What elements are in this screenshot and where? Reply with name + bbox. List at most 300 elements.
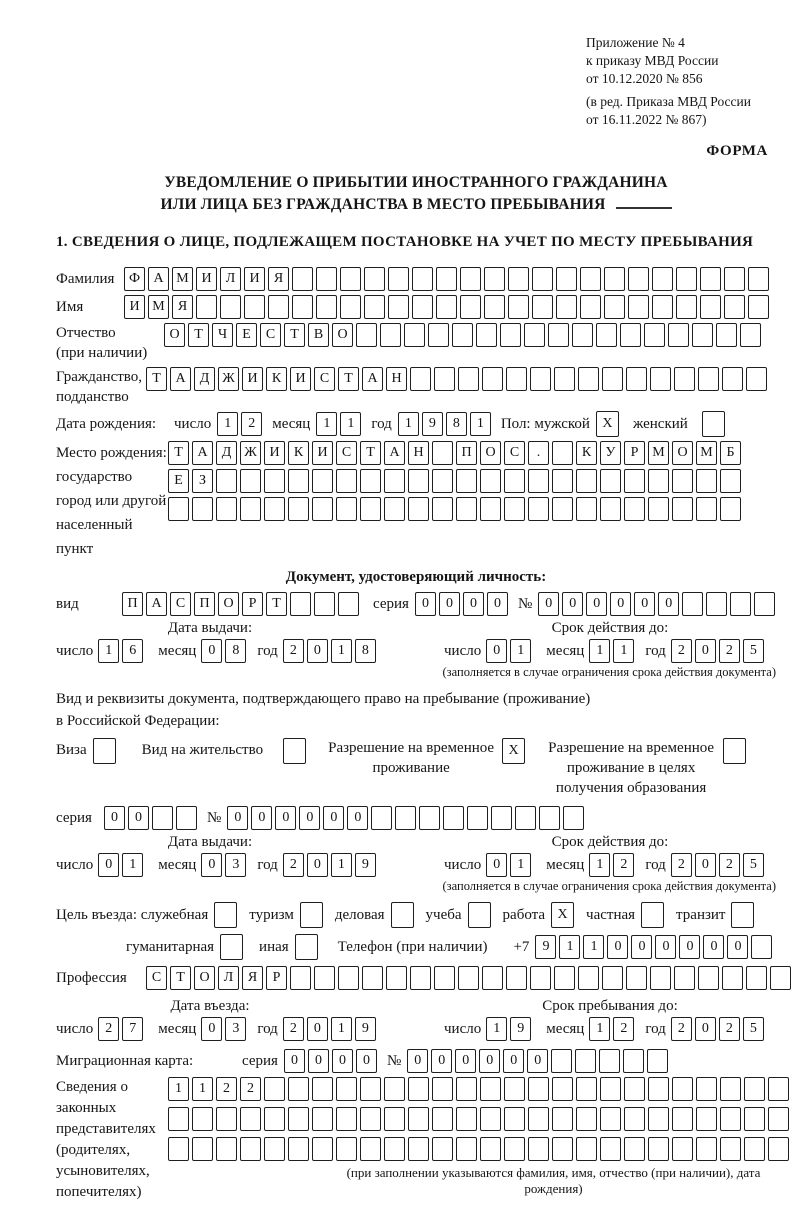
birthplace-cell[interactable]: А: [384, 441, 405, 465]
birthplace-cell[interactable]: Т: [168, 441, 189, 465]
surname-cell[interactable]: [580, 267, 601, 291]
representative-cell[interactable]: [648, 1107, 669, 1131]
representative-cell[interactable]: [336, 1137, 357, 1161]
representative-cell[interactable]: [528, 1077, 549, 1101]
patronymic-cell[interactable]: [380, 323, 401, 347]
stay-number-cell[interactable]: 0: [347, 806, 368, 830]
stay-issue-day-cell[interactable]: 0: [98, 853, 119, 877]
birthplace-cell[interactable]: [600, 469, 621, 493]
entry-year-cell[interactable]: 0: [307, 1017, 328, 1041]
surname-cell[interactable]: [436, 267, 457, 291]
patronymic-cell[interactable]: [716, 323, 737, 347]
surname-cell[interactable]: [532, 267, 553, 291]
expiry-month-cell[interactable]: 1: [613, 639, 634, 663]
surname-cell[interactable]: [484, 267, 505, 291]
representative-cell[interactable]: [432, 1077, 453, 1101]
birthplace-cell[interactable]: Н: [408, 441, 429, 465]
stay-issue-day-cell[interactable]: 1: [122, 853, 143, 877]
representative-cell[interactable]: [480, 1077, 501, 1101]
firstname-cell[interactable]: [532, 295, 553, 319]
representative-cell[interactable]: [768, 1077, 789, 1101]
representative-cell[interactable]: 1: [168, 1077, 189, 1101]
issue-day-cell[interactable]: 1: [98, 639, 119, 663]
sex-male-box[interactable]: X: [596, 411, 619, 437]
mc-number-cell[interactable]: 0: [527, 1049, 548, 1073]
surname-cell[interactable]: [604, 267, 625, 291]
birthplace-cell[interactable]: [192, 497, 213, 521]
representative-cell[interactable]: [192, 1107, 213, 1131]
stay-until-day-cell[interactable]: 9: [510, 1017, 531, 1041]
doc-kind-cell[interactable]: О: [218, 592, 239, 616]
issue-year-cell[interactable]: 8: [355, 639, 376, 663]
temp-residence-edu-box[interactable]: [723, 738, 746, 764]
birthplace-cell[interactable]: [720, 469, 741, 493]
entry-year-cell[interactable]: 2: [283, 1017, 304, 1041]
birthplace-cell[interactable]: [528, 469, 549, 493]
firstname-cell[interactable]: [244, 295, 265, 319]
expiry-year-cell[interactable]: 0: [695, 639, 716, 663]
representative-cell[interactable]: [576, 1077, 597, 1101]
birth-day-cell[interactable]: 1: [217, 412, 238, 436]
profession-cell[interactable]: [290, 966, 311, 990]
birthplace-cell[interactable]: [312, 469, 333, 493]
patronymic-cell[interactable]: Т: [284, 323, 305, 347]
phone-cell[interactable]: 0: [631, 935, 652, 959]
surname-cell[interactable]: [412, 267, 433, 291]
surname-cell[interactable]: [388, 267, 409, 291]
patronymic-cell[interactable]: [668, 323, 689, 347]
birthplace-cell[interactable]: [336, 469, 357, 493]
stay-issue-month-cell[interactable]: 3: [225, 853, 246, 877]
birthplace-cell[interactable]: Т: [360, 441, 381, 465]
surname-cell[interactable]: И: [196, 267, 217, 291]
surname-cell[interactable]: [700, 267, 721, 291]
firstname-cell[interactable]: [388, 295, 409, 319]
patronymic-cell[interactable]: [452, 323, 473, 347]
stay-expiry-month-cell[interactable]: 1: [589, 853, 610, 877]
birthplace-cell[interactable]: Б: [720, 441, 741, 465]
doc-series-cell[interactable]: 0: [415, 592, 436, 616]
phone-cell[interactable]: 9: [535, 935, 556, 959]
representative-cell[interactable]: [576, 1107, 597, 1131]
surname-cell[interactable]: [748, 267, 769, 291]
surname-cell[interactable]: [364, 267, 385, 291]
representative-cell[interactable]: [696, 1137, 717, 1161]
mc-number-cell[interactable]: 0: [503, 1049, 524, 1073]
profession-cell[interactable]: [650, 966, 671, 990]
birthplace-cell[interactable]: [624, 497, 645, 521]
birthplace-cell[interactable]: [504, 497, 525, 521]
birthplace-cell[interactable]: М: [648, 441, 669, 465]
firstname-cell[interactable]: [292, 295, 313, 319]
doc-kind-cell[interactable]: [314, 592, 335, 616]
representative-cell[interactable]: [528, 1107, 549, 1131]
representative-cell[interactable]: [360, 1137, 381, 1161]
firstname-cell[interactable]: [700, 295, 721, 319]
birthplace-cell[interactable]: [576, 469, 597, 493]
doc-number-cell[interactable]: [682, 592, 703, 616]
phone-cell[interactable]: 0: [679, 935, 700, 959]
firstname-cell[interactable]: [196, 295, 217, 319]
surname-cell[interactable]: [628, 267, 649, 291]
birthplace-cell[interactable]: [240, 497, 261, 521]
birth-month-cell[interactable]: 1: [316, 412, 337, 436]
doc-kind-cell[interactable]: Т: [266, 592, 287, 616]
stay-issue-year-cell[interactable]: 9: [355, 853, 376, 877]
birthplace-cell[interactable]: [240, 469, 261, 493]
phone-cell[interactable]: [751, 935, 772, 959]
firstname-cell[interactable]: [364, 295, 385, 319]
entry-month-cell[interactable]: 0: [201, 1017, 222, 1041]
profession-cell[interactable]: [410, 966, 431, 990]
patronymic-cell[interactable]: [500, 323, 521, 347]
birthplace-cell[interactable]: М: [696, 441, 717, 465]
stay-until-year-cell[interactable]: 2: [671, 1017, 692, 1041]
stay-series-cell[interactable]: [152, 806, 173, 830]
stay-series-cell[interactable]: 0: [128, 806, 149, 830]
profession-cell[interactable]: С: [146, 966, 167, 990]
representative-cell[interactable]: [312, 1107, 333, 1131]
representative-cell[interactable]: [480, 1107, 501, 1131]
stay-number-cell[interactable]: [419, 806, 440, 830]
citizenship-cell[interactable]: [602, 367, 623, 391]
representative-cell[interactable]: [456, 1137, 477, 1161]
mc-series-cell[interactable]: 0: [284, 1049, 305, 1073]
representative-cell[interactable]: [768, 1137, 789, 1161]
doc-number-cell[interactable]: 0: [538, 592, 559, 616]
birthplace-cell[interactable]: Ж: [240, 441, 261, 465]
stay-number-cell[interactable]: [395, 806, 416, 830]
birthplace-cell[interactable]: [312, 497, 333, 521]
stay-series-cell[interactable]: [176, 806, 197, 830]
representative-cell[interactable]: [624, 1107, 645, 1131]
profession-cell[interactable]: [338, 966, 359, 990]
firstname-cell[interactable]: [676, 295, 697, 319]
expiry-year-cell[interactable]: 2: [719, 639, 740, 663]
birth-year-cell[interactable]: 1: [470, 412, 491, 436]
birthplace-cell[interactable]: .: [528, 441, 549, 465]
issue-year-cell[interactable]: 0: [307, 639, 328, 663]
citizenship-cell[interactable]: [506, 367, 527, 391]
profession-cell[interactable]: Л: [218, 966, 239, 990]
citizenship-cell[interactable]: [626, 367, 647, 391]
mc-series-cell[interactable]: 0: [332, 1049, 353, 1073]
patronymic-cell[interactable]: [692, 323, 713, 347]
entry-month-cell[interactable]: 3: [225, 1017, 246, 1041]
birthplace-cell[interactable]: [432, 469, 453, 493]
issue-month-cell[interactable]: 0: [201, 639, 222, 663]
stay-number-cell[interactable]: [539, 806, 560, 830]
representative-cell[interactable]: [432, 1107, 453, 1131]
representative-cell[interactable]: [456, 1107, 477, 1131]
birthplace-cell[interactable]: [552, 469, 573, 493]
representative-cell[interactable]: [600, 1107, 621, 1131]
representative-cell[interactable]: [504, 1077, 525, 1101]
birth-day-cell[interactable]: 2: [241, 412, 262, 436]
profession-cell[interactable]: [506, 966, 527, 990]
doc-kind-cell[interactable]: [290, 592, 311, 616]
profession-cell[interactable]: [386, 966, 407, 990]
representative-cell[interactable]: [288, 1137, 309, 1161]
birthplace-cell[interactable]: [384, 497, 405, 521]
representative-cell[interactable]: [384, 1137, 405, 1161]
patronymic-cell[interactable]: С: [260, 323, 281, 347]
mc-number-cell[interactable]: 0: [407, 1049, 428, 1073]
citizenship-cell[interactable]: [674, 367, 695, 391]
firstname-cell[interactable]: [268, 295, 289, 319]
firstname-cell[interactable]: [460, 295, 481, 319]
profession-cell[interactable]: [770, 966, 791, 990]
patronymic-cell[interactable]: В: [308, 323, 329, 347]
stay-number-cell[interactable]: 0: [251, 806, 272, 830]
stay-expiry-year-cell[interactable]: 5: [743, 853, 764, 877]
citizenship-cell[interactable]: Т: [146, 367, 167, 391]
representative-cell[interactable]: [384, 1077, 405, 1101]
purpose-official-box[interactable]: [214, 902, 237, 928]
birthplace-cell[interactable]: [504, 469, 525, 493]
purpose-transit-box[interactable]: [731, 902, 754, 928]
stay-number-cell[interactable]: 0: [299, 806, 320, 830]
representative-cell[interactable]: [192, 1137, 213, 1161]
birthplace-cell[interactable]: О: [672, 441, 693, 465]
birthplace-cell[interactable]: У: [600, 441, 621, 465]
phone-cell[interactable]: 0: [703, 935, 724, 959]
firstname-cell[interactable]: [316, 295, 337, 319]
birthplace-cell[interactable]: К: [576, 441, 597, 465]
issue-month-cell[interactable]: 8: [225, 639, 246, 663]
profession-cell[interactable]: О: [194, 966, 215, 990]
surname-cell[interactable]: [676, 267, 697, 291]
firstname-cell[interactable]: [580, 295, 601, 319]
birthplace-cell[interactable]: Е: [168, 469, 189, 493]
mc-number-cell[interactable]: [575, 1049, 596, 1073]
stay-until-month-cell[interactable]: 2: [613, 1017, 634, 1041]
representative-cell[interactable]: [648, 1077, 669, 1101]
representative-cell[interactable]: [168, 1137, 189, 1161]
birthplace-cell[interactable]: [432, 497, 453, 521]
birthplace-cell[interactable]: [360, 497, 381, 521]
firstname-cell[interactable]: [508, 295, 529, 319]
surname-cell[interactable]: [508, 267, 529, 291]
stay-expiry-day-cell[interactable]: 1: [510, 853, 531, 877]
citizenship-cell[interactable]: [434, 367, 455, 391]
birthplace-cell[interactable]: [480, 469, 501, 493]
birthplace-cell[interactable]: [264, 497, 285, 521]
doc-kind-cell[interactable]: А: [146, 592, 167, 616]
birth-year-cell[interactable]: 8: [446, 412, 467, 436]
profession-cell[interactable]: [314, 966, 335, 990]
representative-cell[interactable]: [552, 1107, 573, 1131]
expiry-month-cell[interactable]: 1: [589, 639, 610, 663]
profession-cell[interactable]: [626, 966, 647, 990]
birthplace-cell[interactable]: [432, 441, 453, 465]
mc-number-cell[interactable]: 0: [455, 1049, 476, 1073]
firstname-cell[interactable]: М: [148, 295, 169, 319]
doc-kind-cell[interactable]: П: [194, 592, 215, 616]
birth-month-cell[interactable]: 1: [340, 412, 361, 436]
birthplace-cell[interactable]: И: [312, 441, 333, 465]
issue-year-cell[interactable]: 1: [331, 639, 352, 663]
birthplace-cell[interactable]: [384, 469, 405, 493]
surname-cell[interactable]: Я: [268, 267, 289, 291]
purpose-tourism-box[interactable]: [300, 902, 323, 928]
stay-until-day-cell[interactable]: 1: [486, 1017, 507, 1041]
surname-cell[interactable]: И: [244, 267, 265, 291]
birthplace-cell[interactable]: [696, 497, 717, 521]
citizenship-cell[interactable]: С: [314, 367, 335, 391]
representative-cell[interactable]: [576, 1137, 597, 1161]
entry-day-cell[interactable]: 7: [122, 1017, 143, 1041]
birthplace-cell[interactable]: Р: [624, 441, 645, 465]
birth-year-cell[interactable]: 9: [422, 412, 443, 436]
birthplace-cell[interactable]: [408, 469, 429, 493]
firstname-cell[interactable]: [220, 295, 241, 319]
stay-number-cell[interactable]: [491, 806, 512, 830]
purpose-work-box[interactable]: X: [551, 902, 574, 928]
patronymic-cell[interactable]: [476, 323, 497, 347]
representative-cell[interactable]: [552, 1077, 573, 1101]
representative-cell[interactable]: 2: [240, 1077, 261, 1101]
patronymic-cell[interactable]: О: [164, 323, 185, 347]
birthplace-cell[interactable]: [696, 469, 717, 493]
representative-cell[interactable]: [408, 1077, 429, 1101]
citizenship-cell[interactable]: И: [242, 367, 263, 391]
birth-year-cell[interactable]: 1: [398, 412, 419, 436]
entry-year-cell[interactable]: 9: [355, 1017, 376, 1041]
birthplace-cell[interactable]: [216, 469, 237, 493]
stay-number-cell[interactable]: 0: [227, 806, 248, 830]
citizenship-cell[interactable]: Д: [194, 367, 215, 391]
birthplace-cell[interactable]: К: [288, 441, 309, 465]
birthplace-cell[interactable]: [600, 497, 621, 521]
expiry-year-cell[interactable]: 2: [671, 639, 692, 663]
stay-issue-month-cell[interactable]: 0: [201, 853, 222, 877]
firstname-cell[interactable]: [340, 295, 361, 319]
stay-issue-year-cell[interactable]: 0: [307, 853, 328, 877]
issue-day-cell[interactable]: 6: [122, 639, 143, 663]
doc-kind-cell[interactable]: С: [170, 592, 191, 616]
firstname-cell[interactable]: [604, 295, 625, 319]
surname-cell[interactable]: Л: [220, 267, 241, 291]
birthplace-cell[interactable]: [624, 469, 645, 493]
representative-cell[interactable]: [480, 1137, 501, 1161]
representative-cell[interactable]: [360, 1107, 381, 1131]
stay-until-year-cell[interactable]: 2: [719, 1017, 740, 1041]
visa-box[interactable]: [93, 738, 116, 764]
surname-cell[interactable]: [460, 267, 481, 291]
birthplace-cell[interactable]: [360, 469, 381, 493]
sex-female-box[interactable]: [702, 411, 725, 437]
citizenship-cell[interactable]: А: [170, 367, 191, 391]
representative-cell[interactable]: [600, 1077, 621, 1101]
representative-cell[interactable]: [504, 1137, 525, 1161]
surname-cell[interactable]: Ф: [124, 267, 145, 291]
citizenship-cell[interactable]: К: [266, 367, 287, 391]
representative-cell[interactable]: [672, 1137, 693, 1161]
mc-number-cell[interactable]: [623, 1049, 644, 1073]
mc-number-cell[interactable]: 0: [479, 1049, 500, 1073]
surname-cell[interactable]: [292, 267, 313, 291]
patronymic-cell[interactable]: [548, 323, 569, 347]
patronymic-cell[interactable]: [428, 323, 449, 347]
citizenship-cell[interactable]: [722, 367, 743, 391]
surname-cell[interactable]: [556, 267, 577, 291]
birthplace-cell[interactable]: С: [336, 441, 357, 465]
citizenship-cell[interactable]: Ж: [218, 367, 239, 391]
birthplace-cell[interactable]: [552, 497, 573, 521]
birthplace-cell[interactable]: [576, 497, 597, 521]
surname-cell[interactable]: [340, 267, 361, 291]
stay-number-cell[interactable]: 0: [323, 806, 344, 830]
representative-cell[interactable]: [264, 1107, 285, 1131]
birthplace-cell[interactable]: З: [192, 469, 213, 493]
surname-cell[interactable]: [724, 267, 745, 291]
representative-cell[interactable]: [240, 1107, 261, 1131]
representative-cell[interactable]: [672, 1077, 693, 1101]
doc-kind-cell[interactable]: П: [122, 592, 143, 616]
patronymic-cell[interactable]: [404, 323, 425, 347]
purpose-humanitarian-box[interactable]: [220, 934, 243, 960]
purpose-private-box[interactable]: [641, 902, 664, 928]
birthplace-cell[interactable]: [672, 497, 693, 521]
citizenship-cell[interactable]: [746, 367, 767, 391]
representative-cell[interactable]: [408, 1107, 429, 1131]
doc-number-cell[interactable]: [754, 592, 775, 616]
citizenship-cell[interactable]: [698, 367, 719, 391]
firstname-cell[interactable]: [748, 295, 769, 319]
representative-cell[interactable]: [312, 1077, 333, 1101]
representative-cell[interactable]: [744, 1137, 765, 1161]
patronymic-cell[interactable]: [620, 323, 641, 347]
birthplace-cell[interactable]: О: [480, 441, 501, 465]
representative-cell[interactable]: [552, 1137, 573, 1161]
expiry-year-cell[interactable]: 5: [743, 639, 764, 663]
firstname-cell[interactable]: Я: [172, 295, 193, 319]
stay-number-cell[interactable]: [467, 806, 488, 830]
profession-cell[interactable]: [482, 966, 503, 990]
representative-cell[interactable]: [696, 1077, 717, 1101]
representative-cell[interactable]: [624, 1137, 645, 1161]
profession-cell[interactable]: Я: [242, 966, 263, 990]
patronymic-cell[interactable]: Т: [188, 323, 209, 347]
doc-number-cell[interactable]: 0: [658, 592, 679, 616]
citizenship-cell[interactable]: [458, 367, 479, 391]
birthplace-cell[interactable]: [648, 497, 669, 521]
firstname-cell[interactable]: [724, 295, 745, 319]
citizenship-cell[interactable]: И: [290, 367, 311, 391]
citizenship-cell[interactable]: [410, 367, 431, 391]
representative-cell[interactable]: [528, 1137, 549, 1161]
residence-box[interactable]: [283, 738, 306, 764]
birthplace-cell[interactable]: И: [264, 441, 285, 465]
stay-series-cell[interactable]: 0: [104, 806, 125, 830]
birthplace-cell[interactable]: С: [504, 441, 525, 465]
birthplace-cell[interactable]: [216, 497, 237, 521]
patronymic-cell[interactable]: Е: [236, 323, 257, 347]
representative-cell[interactable]: [336, 1107, 357, 1131]
stay-issue-year-cell[interactable]: 1: [331, 853, 352, 877]
patronymic-cell[interactable]: [596, 323, 617, 347]
entry-year-cell[interactable]: 1: [331, 1017, 352, 1041]
firstname-cell[interactable]: [628, 295, 649, 319]
citizenship-cell[interactable]: [530, 367, 551, 391]
patronymic-cell[interactable]: [644, 323, 665, 347]
surname-cell[interactable]: [652, 267, 673, 291]
temp-residence-box[interactable]: X: [502, 738, 525, 764]
stay-expiry-day-cell[interactable]: 0: [486, 853, 507, 877]
representative-cell[interactable]: [744, 1077, 765, 1101]
citizenship-cell[interactable]: [554, 367, 575, 391]
